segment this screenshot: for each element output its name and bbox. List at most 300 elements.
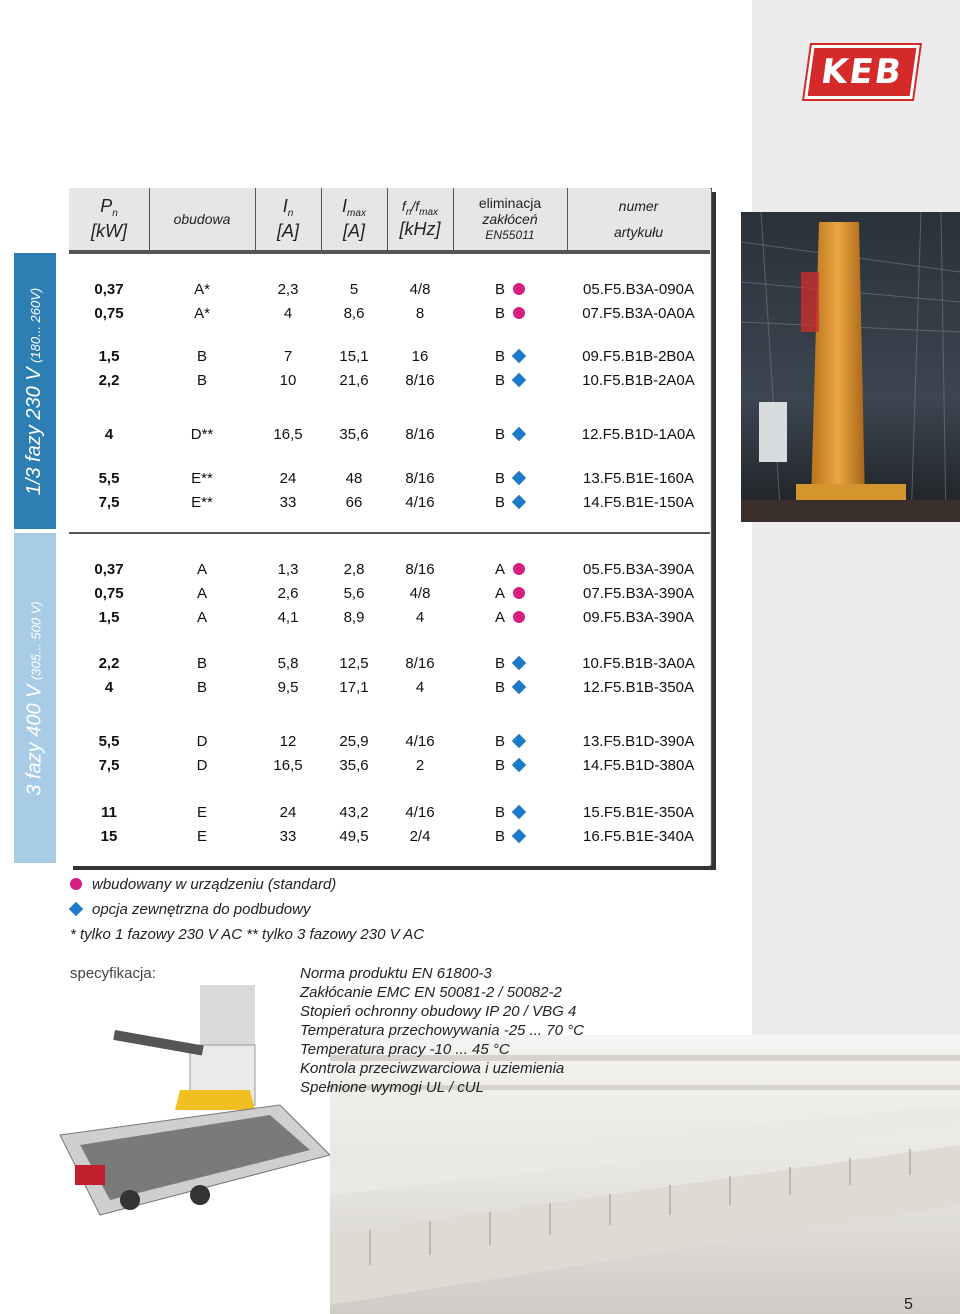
diamond-icon	[512, 680, 526, 694]
cell-power	[69, 561, 149, 578]
cell-max-current	[321, 561, 387, 578]
cell-emc-text: B	[494, 804, 505, 821]
cell-power-text: 0,37	[94, 281, 124, 298]
cell-power	[69, 655, 149, 672]
cell-emc	[453, 609, 567, 626]
cell-frequency-text: 8/16	[405, 426, 435, 443]
cell-current	[255, 494, 321, 511]
cell-current	[255, 679, 321, 696]
cell-frequency-text: 4	[415, 679, 425, 696]
header-emc-line1: eliminacja	[478, 195, 542, 211]
cell-article-number-text: 10.F5.B1B-3A0A	[582, 655, 695, 672]
cell-housing	[149, 804, 255, 821]
cell-frequency	[387, 372, 453, 389]
cell-emc-text: B	[494, 305, 505, 322]
cell-emc	[453, 804, 567, 821]
spec-line: Zakłócanie EMC EN 50081-2 / 50082-2	[300, 984, 562, 1001]
cell-housing	[149, 561, 255, 578]
cell-article-number	[567, 585, 710, 602]
cell-frequency-text: 4/16	[405, 494, 435, 511]
cell-power-text: 1,5	[98, 609, 120, 626]
cell-frequency	[387, 561, 453, 578]
cell-article-number	[567, 426, 710, 443]
cell-article-number-text: 07.F5.B3A-390A	[583, 585, 694, 602]
legend-circle-text: wbudowany w urządzeniu (standard)	[92, 876, 337, 893]
header-max-current	[321, 188, 388, 250]
header-current-sub: n	[287, 208, 294, 220]
cell-current-text: 9,5	[277, 679, 299, 696]
header-max-current-unit: [A]	[342, 221, 365, 242]
cell-frequency	[387, 494, 453, 511]
cell-frequency	[387, 733, 453, 750]
cell-frequency-text: 16	[411, 348, 429, 365]
cell-max-current-text: 5,6	[343, 585, 365, 602]
cell-max-current	[321, 348, 387, 365]
cell-housing-text: D	[196, 733, 208, 750]
table-row	[69, 679, 710, 701]
cell-max-current-text: 17,1	[339, 679, 369, 696]
cell-housing	[149, 494, 255, 511]
cell-housing-text: A*	[194, 305, 210, 322]
cell-current-text: 7	[283, 348, 293, 365]
header-power-symbol: P	[100, 195, 113, 216]
cell-max-current	[321, 828, 387, 845]
spec-line: Temperatura przechowywania -25 ... 70 °C	[300, 1022, 584, 1039]
cell-current-text: 4,1	[277, 609, 299, 626]
cell-article-number-text: 13.F5.B1D-390A	[582, 733, 695, 750]
table-row	[69, 426, 710, 448]
cell-current-text: 1,3	[277, 561, 299, 578]
cell-article-number	[567, 281, 710, 298]
table-row	[69, 470, 710, 492]
table-row	[69, 828, 710, 850]
table-header	[69, 188, 710, 252]
cell-power-text: 2,2	[98, 372, 120, 389]
cell-article-number	[567, 733, 710, 750]
cell-power-text: 7,5	[98, 494, 120, 511]
cell-current	[255, 305, 321, 322]
cell-max-current	[321, 494, 387, 511]
band-230v	[14, 253, 56, 529]
cell-article-number-text: 09.F5.B3A-390A	[583, 609, 694, 626]
cell-max-current-text: 5	[349, 281, 359, 298]
header-power-sub: n	[112, 208, 118, 220]
cell-current	[255, 372, 321, 389]
cell-emc	[453, 494, 567, 511]
cell-frequency-text: 4/8	[409, 585, 431, 602]
cell-power	[69, 609, 149, 626]
cell-power-text: 0,37	[94, 561, 124, 578]
cell-frequency	[387, 609, 453, 626]
header-housing-label: obudowa	[173, 211, 231, 227]
cell-housing	[149, 305, 255, 322]
cell-emc	[453, 372, 567, 389]
cell-frequency-text: 8	[415, 305, 425, 322]
cell-max-current	[321, 470, 387, 487]
cell-emc	[453, 281, 567, 298]
diamond-icon	[512, 805, 526, 819]
header-frequency-symbol2: /f	[411, 197, 420, 214]
cell-article-number	[567, 679, 710, 696]
header-emc	[453, 188, 568, 250]
legend-diamond-text: opcja zewnętrzna do podbudowy	[92, 901, 311, 918]
cell-power	[69, 426, 149, 443]
header-frequency-unit: [kHz]	[399, 219, 441, 240]
header-article-line1: numer	[618, 198, 659, 214]
cell-article-number-text: 14.F5.B1E-150A	[583, 494, 694, 511]
circle-icon	[513, 611, 525, 623]
cell-max-current	[321, 372, 387, 389]
cell-article-number-text: 07.F5.B3A-0A0A	[582, 305, 695, 322]
cell-max-current	[321, 733, 387, 750]
legend-diamond	[70, 901, 310, 918]
cell-frequency	[387, 585, 453, 602]
cell-emc-text: B	[494, 757, 505, 774]
spec-line: Spełnione wymogi UL / cUL	[300, 1079, 484, 1096]
header-current-symbol: I	[282, 195, 288, 216]
cell-power-text: 7,5	[98, 757, 120, 774]
header-frequency-symbol: f	[401, 197, 406, 214]
cell-max-current	[321, 655, 387, 672]
cell-frequency-text: 4/8	[409, 281, 431, 298]
table-row	[69, 757, 710, 779]
cell-frequency	[387, 426, 453, 443]
cell-max-current	[321, 305, 387, 322]
cell-frequency	[387, 828, 453, 845]
cell-current-text: 5,8	[277, 655, 299, 672]
cell-max-current	[321, 757, 387, 774]
cell-housing	[149, 828, 255, 845]
diamond-icon	[512, 656, 526, 670]
cell-frequency-text: 8/16	[405, 655, 435, 672]
cell-emc	[453, 348, 567, 365]
cell-power-text: 2,2	[98, 655, 120, 672]
cell-emc	[453, 305, 567, 322]
band-230v-label: 1/3 fazy 230 V	[23, 366, 46, 495]
cell-max-current	[321, 804, 387, 821]
header-current-unit: [A]	[276, 221, 299, 242]
cell-emc-text: B	[494, 470, 505, 487]
cell-housing-text: E**	[191, 494, 213, 511]
cell-housing	[149, 655, 255, 672]
cell-article-number-text: 12.F5.B1B-350A	[583, 679, 694, 696]
diamond-icon	[512, 427, 526, 441]
circle-icon	[70, 878, 82, 890]
cell-frequency	[387, 281, 453, 298]
header-article	[567, 188, 710, 250]
cell-article-number-text: 13.F5.B1E-160A	[583, 470, 694, 487]
cell-housing-text: B	[196, 655, 207, 672]
cell-housing	[149, 470, 255, 487]
cell-emc-text: B	[494, 348, 505, 365]
cell-housing-text: A*	[194, 281, 210, 298]
cell-emc-text: B	[494, 426, 505, 443]
cell-article-number-text: 09.F5.B1B-2B0A	[582, 348, 695, 365]
cell-emc	[453, 585, 567, 602]
table-row	[69, 561, 710, 583]
cell-power-text: 5,5	[98, 470, 120, 487]
cell-article-number	[567, 348, 710, 365]
cell-article-number	[567, 828, 710, 845]
cell-power-text: 5,5	[98, 733, 120, 750]
cell-article-number	[567, 494, 710, 511]
spec-line: Norma produktu EN 61800-3	[300, 965, 492, 982]
cell-article-number-text: 12.F5.B1D-1A0A	[581, 426, 696, 443]
cell-frequency-text: 8/16	[405, 561, 435, 578]
logo-text: KEB	[818, 52, 906, 92]
cell-housing-text: D	[196, 757, 208, 774]
cell-current-text: 12	[279, 733, 297, 750]
cnc-machine-photo	[40, 985, 340, 1235]
cell-frequency	[387, 804, 453, 821]
cell-current	[255, 561, 321, 578]
cell-current	[255, 426, 321, 443]
table-row	[69, 372, 710, 394]
cell-housing-text: B	[196, 372, 207, 389]
cell-article-number	[567, 372, 710, 389]
cell-max-current-text: 35,6	[339, 757, 369, 774]
cell-max-current	[321, 585, 387, 602]
cell-max-current-text: 66	[345, 494, 363, 511]
cell-emc	[453, 426, 567, 443]
table-row	[69, 305, 710, 327]
cell-max-current-text: 8,9	[343, 609, 365, 626]
cell-housing-text: E**	[191, 470, 213, 487]
header-article-line2: artykułu	[613, 224, 664, 240]
cell-article-number	[567, 561, 710, 578]
cell-current	[255, 757, 321, 774]
header-frequency	[387, 188, 454, 250]
cell-power	[69, 372, 149, 389]
cell-current	[255, 804, 321, 821]
cell-housing	[149, 372, 255, 389]
cell-emc-text: A	[494, 585, 505, 602]
cell-current-text: 24	[279, 804, 297, 821]
diamond-icon	[512, 495, 526, 509]
band-400v	[14, 533, 56, 863]
cell-housing-text: A	[196, 609, 207, 626]
cell-max-current-text: 35,6	[339, 426, 369, 443]
cell-housing	[149, 679, 255, 696]
cell-power	[69, 804, 149, 821]
cell-housing-text: B	[196, 348, 207, 365]
page-number: 5	[904, 1296, 913, 1313]
cell-article-number	[567, 757, 710, 774]
cell-max-current	[321, 679, 387, 696]
cell-frequency-text: 8/16	[405, 470, 435, 487]
cell-power	[69, 679, 149, 696]
cell-current-text: 16,5	[273, 426, 303, 443]
table-row	[69, 733, 710, 755]
table-row	[69, 348, 710, 370]
cell-housing	[149, 585, 255, 602]
cell-frequency-text: 4/16	[405, 733, 435, 750]
cell-power	[69, 281, 149, 298]
cell-power-text: 4	[104, 679, 114, 696]
spec-line: Temperatura pracy -10 ... 45 °C	[300, 1041, 510, 1058]
diamond-icon	[69, 902, 83, 916]
cell-power	[69, 585, 149, 602]
cell-housing-text: E	[196, 804, 207, 821]
cell-current-text: 2,3	[277, 281, 299, 298]
cell-emc-text: B	[494, 733, 505, 750]
cell-current	[255, 828, 321, 845]
legend-circle	[70, 876, 336, 893]
cell-emc	[453, 733, 567, 750]
cell-current-text: 4	[283, 305, 293, 322]
spec-line: Stopień ochronny obudowy IP 20 / VBG 4	[300, 1003, 577, 1020]
cell-frequency-text: 4	[415, 609, 425, 626]
cell-power	[69, 828, 149, 845]
diamond-icon	[512, 349, 526, 363]
cell-article-number-text: 16.F5.B1E-340A	[583, 828, 694, 845]
circle-icon	[513, 283, 525, 295]
cell-housing-text: E	[196, 828, 207, 845]
cell-power	[69, 494, 149, 511]
cell-article-number	[567, 305, 710, 322]
cell-max-current-text: 2,8	[343, 561, 365, 578]
spec-line: Kontrola przeciwzwarciowa i uziemienia	[300, 1060, 565, 1077]
spec-label: specyfikacja:	[70, 965, 156, 982]
cell-current-text: 33	[279, 494, 297, 511]
cell-current	[255, 609, 321, 626]
cell-housing-text: B	[196, 679, 207, 696]
cell-max-current-text: 48	[345, 470, 363, 487]
cell-power	[69, 733, 149, 750]
cell-frequency	[387, 305, 453, 322]
header-max-current-symbol: I	[342, 195, 348, 216]
cell-emc-text: B	[494, 372, 505, 389]
cell-power	[69, 470, 149, 487]
cell-current	[255, 733, 321, 750]
cell-max-current	[321, 609, 387, 626]
cell-current	[255, 281, 321, 298]
cell-max-current-text: 12,5	[339, 655, 369, 672]
header-emc-line3: EN55011	[485, 228, 535, 242]
cell-max-current-text: 8,6	[343, 305, 365, 322]
cell-max-current-text: 49,5	[339, 828, 369, 845]
cell-housing	[149, 609, 255, 626]
circle-icon	[513, 563, 525, 575]
header-current	[255, 188, 322, 250]
cell-max-current-text: 43,2	[339, 804, 369, 821]
cell-article-number	[567, 470, 710, 487]
cell-emc	[453, 679, 567, 696]
cell-article-number-text: 15.F5.B1E-350A	[583, 804, 694, 821]
cell-frequency-text: 8/16	[405, 372, 435, 389]
header-housing	[149, 188, 256, 250]
cell-housing-text: A	[196, 561, 207, 578]
cell-article-number	[567, 609, 710, 626]
diamond-icon	[512, 758, 526, 772]
cell-current	[255, 348, 321, 365]
header-max-current-sub: max	[347, 208, 366, 220]
cell-emc-text: A	[494, 561, 505, 578]
cell-current-text: 16,5	[273, 757, 303, 774]
cell-max-current	[321, 281, 387, 298]
cell-housing-text: A	[196, 585, 207, 602]
keb-logo	[804, 45, 920, 99]
cell-power-text: 0,75	[94, 585, 124, 602]
cell-housing	[149, 426, 255, 443]
cell-article-number-text: 14.F5.B1D-380A	[582, 757, 695, 774]
cell-power-text: 11	[101, 804, 117, 821]
cell-max-current-text: 15,1	[339, 348, 369, 365]
header-power	[69, 188, 150, 250]
cell-emc	[453, 828, 567, 845]
cell-article-number-text: 05.F5.B3A-090A	[583, 281, 694, 298]
header-power-unit: [kW]	[91, 221, 127, 242]
header-frequency-sub: n	[405, 206, 412, 218]
table-row	[69, 804, 710, 826]
header-frequency-sub2: max	[419, 206, 439, 218]
cell-frequency	[387, 679, 453, 696]
cell-emc	[453, 757, 567, 774]
cell-article-number-text: 10.F5.B1B-2A0A	[582, 372, 695, 389]
cell-frequency	[387, 757, 453, 774]
cell-current	[255, 470, 321, 487]
cell-power-text: 0,75	[94, 305, 124, 322]
table-row	[69, 494, 710, 516]
band-230v-range: (180... 260V)	[28, 287, 44, 363]
band-400v-label: 3 fazy 400 V	[23, 684, 46, 796]
cell-frequency	[387, 348, 453, 365]
cell-housing	[149, 348, 255, 365]
cell-housing-text: D**	[190, 426, 214, 443]
diamond-icon	[512, 373, 526, 387]
cell-article-number	[567, 655, 710, 672]
diamond-icon	[512, 471, 526, 485]
cell-power	[69, 757, 149, 774]
cell-power-text: 4	[104, 426, 114, 443]
band-400v-range: (305... 500 V)	[28, 600, 44, 680]
table-row	[69, 281, 710, 303]
cell-emc-text: B	[494, 655, 505, 672]
cell-current-text: 10	[279, 372, 297, 389]
cell-current	[255, 585, 321, 602]
diamond-icon	[512, 734, 526, 748]
cell-current-text: 33	[279, 828, 297, 845]
cell-emc-text: B	[494, 281, 505, 298]
cell-housing	[149, 757, 255, 774]
cell-emc-text: B	[494, 828, 505, 845]
table-row	[69, 609, 710, 631]
cell-housing	[149, 733, 255, 750]
cell-frequency	[387, 655, 453, 672]
cell-current	[255, 655, 321, 672]
cell-emc-text: B	[494, 494, 505, 511]
cell-frequency-text: 2/4	[409, 828, 431, 845]
circle-icon	[513, 587, 525, 599]
legend-footnote: * tylko 1 fazowy 230 V AC ** tylko 3 fazowy 230 V AC	[70, 926, 425, 943]
cell-power	[69, 305, 149, 322]
cell-frequency	[387, 470, 453, 487]
cell-power-text: 15	[100, 828, 118, 845]
circle-icon	[513, 307, 525, 319]
warehouse-photo	[741, 212, 960, 522]
cell-current-text: 2,6	[277, 585, 299, 602]
cell-emc-text: A	[494, 609, 505, 626]
cell-emc	[453, 470, 567, 487]
cell-max-current-text: 21,6	[339, 372, 369, 389]
cell-emc	[453, 561, 567, 578]
cell-max-current	[321, 426, 387, 443]
table-row	[69, 655, 710, 677]
cell-power	[69, 348, 149, 365]
cell-power-text: 1,5	[98, 348, 120, 365]
cell-article-number-text: 05.F5.B3A-390A	[583, 561, 694, 578]
cell-article-number	[567, 804, 710, 821]
